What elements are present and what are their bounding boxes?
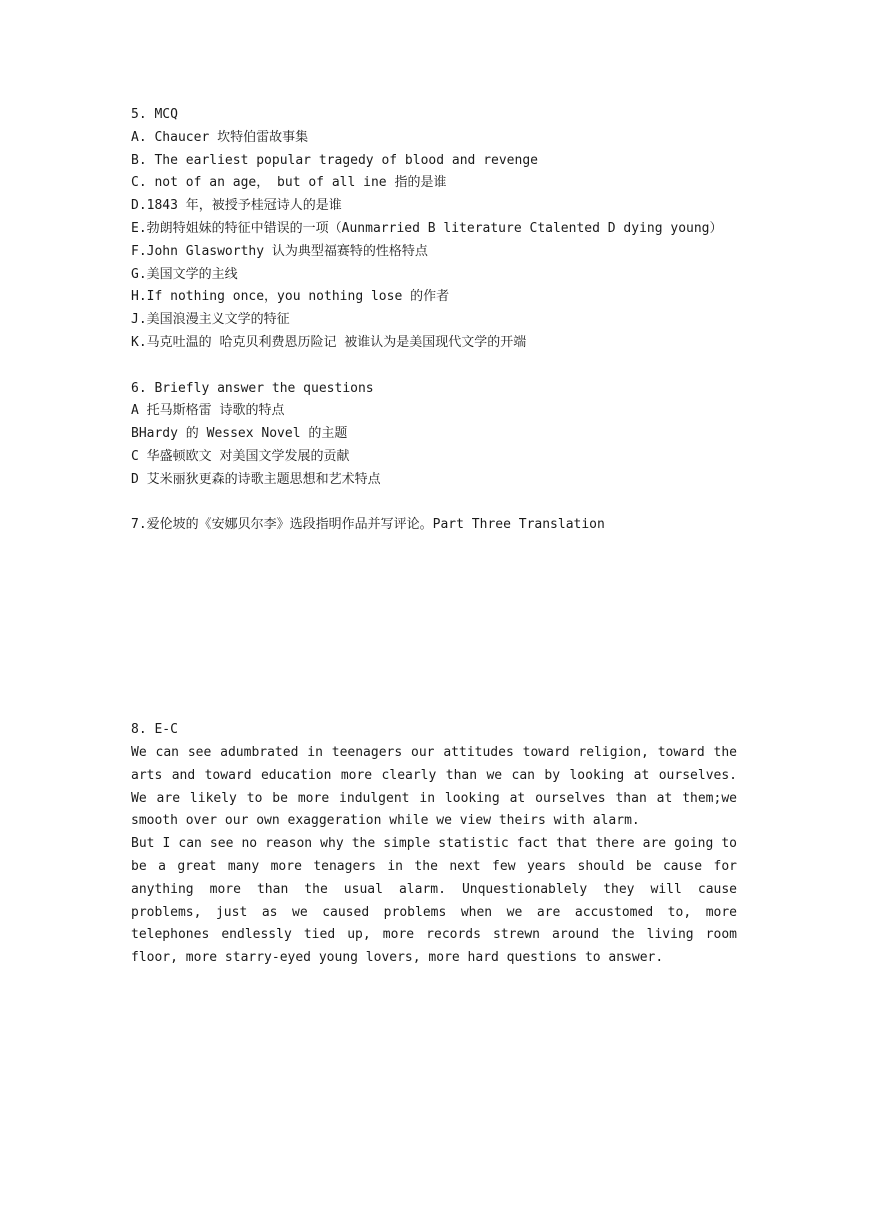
- section6-heading: 6. Briefly answer the questions: [131, 380, 374, 396]
- section8-heading: 8. E-C: [131, 722, 178, 738]
- short-answer-item-d: D 艾米丽狄更森的诗歌主题思想和艺术特点: [131, 471, 381, 487]
- translation-paragraph-1: We can see adumbrated in teenagers our attitudes toward religion, toward the arts and toward education more clearly than we can by looking at ourselves. We are likely to be more indulgent in looking at ourselves than at them;we smooth over our own exaggeration while we view theirs with alarm.: [131, 744, 737, 829]
- mcq-item-e: E.勃朗特姐妹的特征中错误的一项（Aunmarried B literature Ctalented D dying young）: [131, 220, 723, 236]
- mcq-item-j: J.美国浪漫主义文学的特征: [131, 312, 290, 328]
- mcq-item-g: G.美国文学的主线: [131, 266, 238, 282]
- short-answer-item-b: BHardy 的 Wessex Novel 的主题: [131, 426, 348, 442]
- document-page: [131, 104, 737, 970]
- mcq-item-h: H.If nothing once，you nothing lose 的作者: [131, 289, 450, 305]
- section5-heading: 5. MCQ: [131, 107, 178, 122]
- mcq-item-a: A. Chaucer 坎特伯雷故事集: [131, 129, 309, 145]
- translation-paragraph-2: But I can see no reason why the simple statistic fact that there are going to be a great many more tenagers in the next few years should be cause for anything more than the usual alarm. Unquestionablely they will cause problems, just as we caused problems when we are accustomed to, more telephones endlessly tied up, more records strewn around the living room floor, more starry-eyed young lovers, more hard questions to answer.: [131, 836, 737, 966]
- spacer: [131, 355, 737, 378]
- section7-heading: 7.爱伦坡的《安娜贝尔李》选段指明作品并写评论。Part Three Translation: [131, 517, 605, 533]
- mcq-item-f: F.John Glasworthy 认为典型福赛特的性格特点: [131, 243, 428, 259]
- spacer: [131, 537, 737, 719]
- spacer: [131, 492, 737, 515]
- mcq-item-b: B. The earliest popular tragedy of blood and revenge: [131, 152, 538, 168]
- short-answer-item-a: A 托马斯格雷 诗歌的特点: [131, 403, 285, 419]
- mcq-item-k: K.马克吐温的 哈克贝利费恩历险记 被谁认为是美国现代文学的开端: [131, 334, 527, 350]
- mcq-item-c: C. not of an age， but of all ine 指的是谁: [131, 175, 447, 191]
- short-answer-item-c: C 华盛顿欧文 对美国文学发展的贡献: [131, 448, 350, 464]
- mcq-item-d: D.1843 年，被授予桂冠诗人的是谁: [131, 198, 342, 214]
